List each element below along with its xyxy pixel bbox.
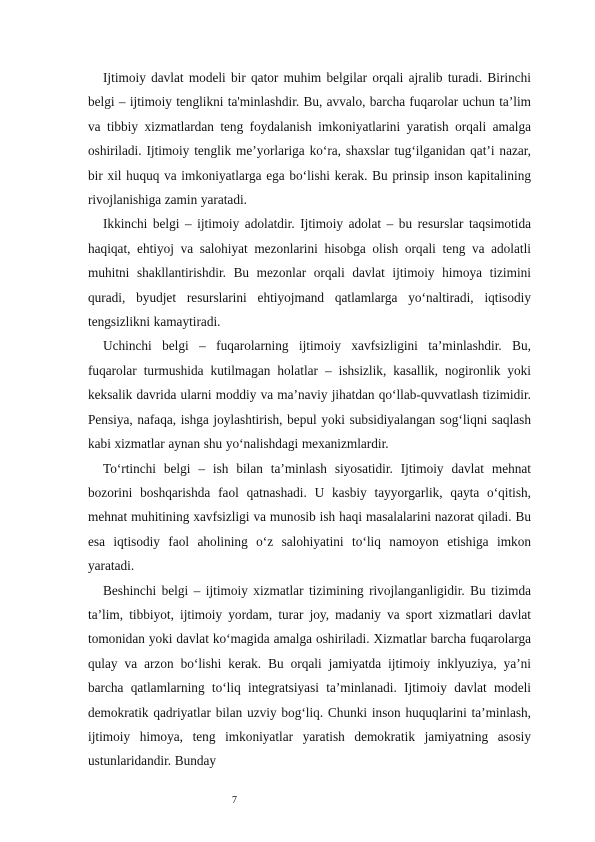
paragraph-fourth-feature: To‘rtinchi belgi – ish bilan ta’minlash siyosatidir. Ijtimoiy davlat mehnat bozorini boshqarishda faol qatnashadi. U kasbiy tayyorgarlik, qayta o‘qitish, mehnat muhitining xavfsizligi va munosib ish haqi masalalarini nazorat qiladi. Bu esa iqtisodiy faol aholining o‘z salohiyatini to‘liq namoyon etishiga imkon yaratadi. <box>88 460 531 574</box>
paragraph-first-feature: Ijtimoiy davlat modeli bir qator muhim belgilar orqali ajralib turadi. Birinchi belgi – ijtimoiy tenglikni ta'minlashdir. Bu, avvalo, barcha fuqarolar uchun ta’lim va tibbiy xizmatlardan teng foydalanish imkoniyatlarini yaratish orqali amalga oshiriladi. Ijtimoiy tenglik me’yorlariga ko‘ra, shaxslar tug‘ilganidan qat’i nazar, bir xil huquq va imkoniyatlarga ega bo‘lishi kerak. Bu prinsip inson kapitalining rivojlanishiga zamin yaratadi. <box>88 70 531 208</box>
paragraph-third-feature: Uchinchi belgi – fuqarolarning ijtimoiy xavfsizligini ta’minlashdir. Bu, fuqarolar turmushida kutilmagan holatlar – ishsizlik, kasallik, nogironlik yoki keksalik davrida ularni moddiy va ma’naviy jihatdan qo‘llab-quvvatlash tizimidir. Pensiya, nafaqa, ishga joylashtirish, bepul yoki subsidiyalangan sog‘liqni saqlash kabi xizmatlar aynan shu yo‘nalishdagi mexanizmlardir. <box>88 338 531 452</box>
page-body <box>88 66 531 774</box>
page-number: 7 <box>232 795 237 806</box>
paragraph-second-feature: Ikkinchi belgi – ijtimoiy adolatdir. Ijtimoiy adolat – bu resurslar taqsimotida haqiqat, ehtiyoj va salohiyat mezonlarini hisobga olish orqali teng va adolatli muhitni shakllantirishdir. Bu mezonlar orqali davlat ijtimoiy himoya tizimini quradi, byudjet resurslarini ehtiyojmand qatlamlarga yo‘naltiradi, iqtisodiy tengsizlikni kamaytiradi. <box>88 216 531 330</box>
paragraph-fifth-feature: Beshinchi belgi – ijtimoiy xizmatlar tizimining rivojlanganligidir. Bu tizimda ta’lim, tibbiyot, ijtimoiy yordam, turar joy, madaniy va sport xizmatlari davlat tomonidan yoki davlat ko‘magida amalga oshiriladi. Xizmatlar barcha fuqarolarga qulay va arzon bo‘lishi kerak. Bu orqali jamiyatda ijtimoiy inklyuziya, ya’ni barcha qatlamlarning to‘liq integratsiyasi ta’minlanadi. Ijtimoiy davlat modeli demokratik qadriyatlar bilan uzviy bog‘liq. Chunki inson huquqlarini ta’minlash, ijtimoiy himoya, teng imkoniyatlar yaratish demokratik jamiyatning asosiy ustunlaridandir. Bunday <box>88 582 531 769</box>
